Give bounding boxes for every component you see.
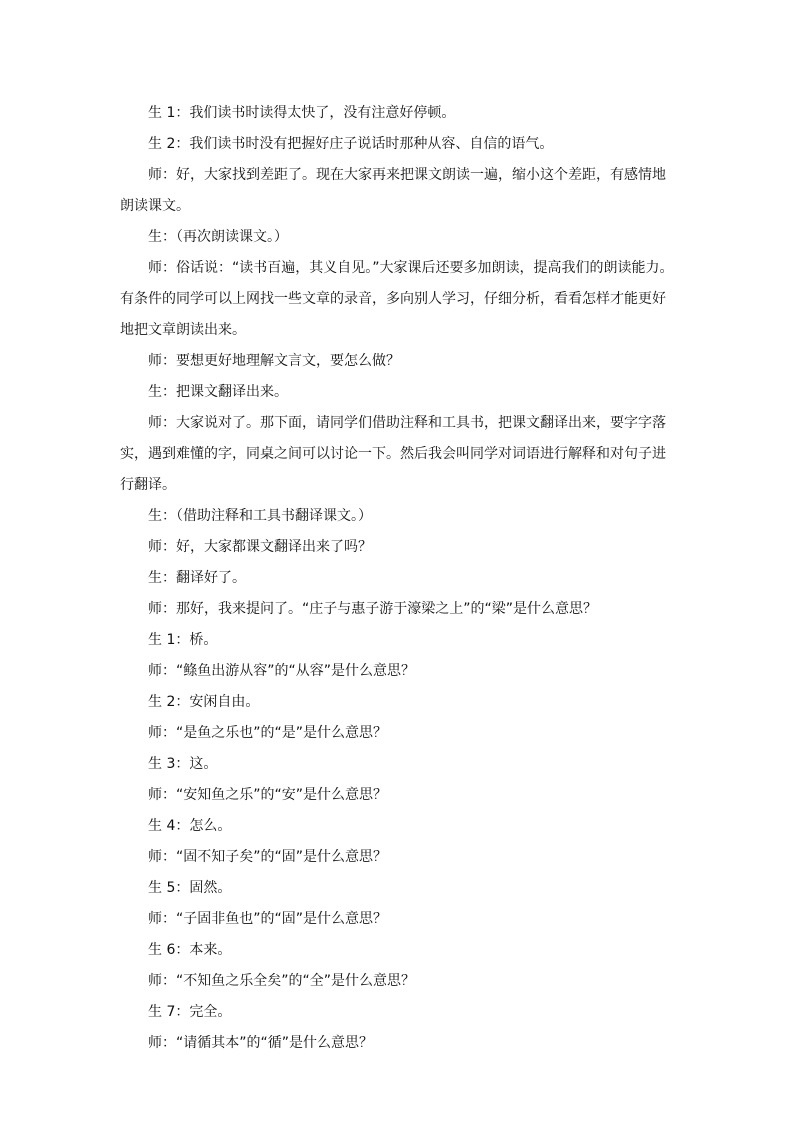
paragraph: 师：“固不知子矣”的“固”是什么意思？ <box>148 849 388 865</box>
paragraph: 师：“是鱼之乐也”的“是”是什么意思？ <box>148 725 388 741</box>
paragraph: 生 2：我们读书时没有把握好庄子说话时那种从容、自信的语气。 <box>148 136 554 152</box>
paragraph: 师：那好，我来提问了。“庄子与惠子游于濠梁之上”的“梁”是什么意思？ <box>148 601 598 617</box>
paragraph: 生 7：完全。 <box>148 1004 232 1020</box>
paragraph: 生 2：安闲自由。 <box>148 694 260 710</box>
paragraph: 师：“安知鱼之乐”的“安”是什么意思？ <box>148 787 388 803</box>
document-body <box>120 98 676 1059</box>
paragraph: 生 3：这。 <box>148 756 218 772</box>
paragraph: 生：（借助注释和工具书翻译课文。） <box>148 508 372 524</box>
paragraph: 生 1：桥。 <box>148 632 218 648</box>
paragraph: 师：“鲦鱼出游从容”的“从容”是什么意思？ <box>148 663 416 679</box>
paragraph: 生 5：固然。 <box>148 880 232 896</box>
paragraph: 师：要想更好地理解文言文，要怎么做？ <box>148 353 400 369</box>
paragraph: 师：“不知鱼之乐全矣”的“全”是什么意思？ <box>148 973 416 989</box>
paragraph: 师：好，大家都课文翻译出来了吗？ <box>148 539 372 555</box>
paragraph: 生：把课文翻译出来。 <box>148 384 288 400</box>
paragraph: 生 4：怎么。 <box>148 818 232 834</box>
paragraph: 师：俗话说：“读书百遍，其义自见。”大家课后还要多加朗读，提高我们的朗读能力。有条件的同学可以上网找一些文章的录音，多向别人学习，仔细分析，看看怎样才能更好地把文章朗读出来。 <box>120 260 674 338</box>
paragraph: 师：好，大家找到差距了。现在大家再来把课文朗读一遍，缩小这个差距，有感情地朗读课文。 <box>120 167 666 214</box>
paragraph: 师：大家说对了。那下面，请同学们借助注释和工具书，把课文翻译出来，要字字落实，遇到难懂的字，同桌之间可以讨论一下。然后我会叫同学对词语进行解释和对句子进行翻译。 <box>120 415 666 493</box>
paragraph: 生 6：本来。 <box>148 942 232 958</box>
paragraph: 师：“子固非鱼也”的“固”是什么意思？ <box>148 911 388 927</box>
paragraph: 师：“请循其本”的“循”是什么意思？ <box>148 1035 374 1051</box>
paragraph: 生：（再次朗读课文。） <box>148 229 288 245</box>
paragraph: 生：翻译好了。 <box>148 570 246 586</box>
paragraph: 生 1：我们读书时读得太快了，没有注意好停顿。 <box>148 105 456 121</box>
